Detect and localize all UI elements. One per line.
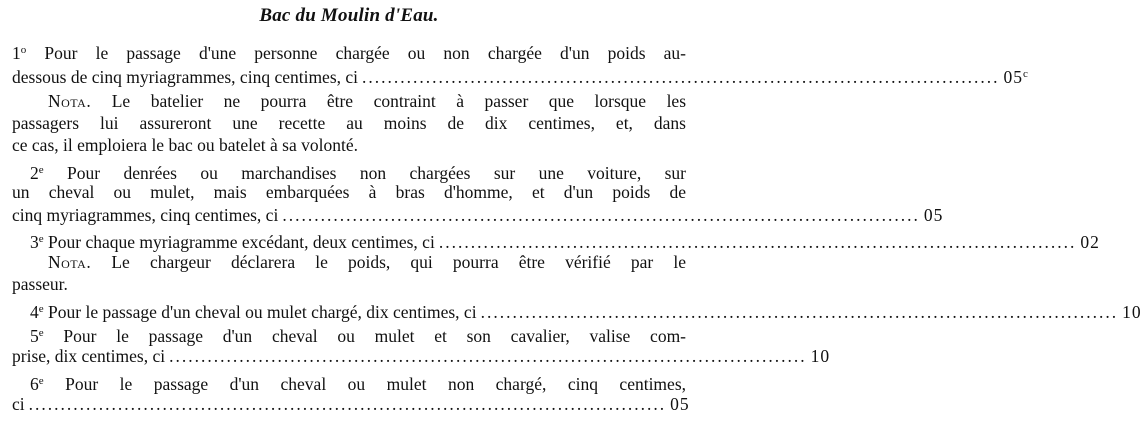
item-2-line-3 [12, 203, 944, 227]
leader-dots: .................................................................................................... [169, 346, 807, 366]
nota-1-label: Nota. [48, 91, 92, 111]
item-1-line-1 [12, 38, 686, 62]
item-1-text-cont: dessous de cinq myriagrammes, cinq centimes, ci [12, 67, 359, 87]
item-2-text-cont: cinq myriagrammes, cinq centimes, ci [12, 205, 279, 225]
item-6-line-1 [30, 369, 686, 393]
nota-2-text: Le chargeur déclarera le poids, qui pourra être vérifié par le [111, 252, 686, 272]
item-4-ordinal: 4e [30, 302, 44, 322]
item-1-ordinal: 1$^o$ [12, 43, 27, 63]
nota-1-line-2: passagers lui assureront une recette au moins de dix centimes, et, dans [12, 113, 686, 133]
item-2-ordinal: 2e [30, 163, 44, 183]
item-2-text: Pour denrées ou marchandises non chargées sur une voiture, sur [67, 163, 687, 183]
leader-dots: .................................................................................................... [362, 67, 1000, 87]
item-4-amount: 10 [1122, 302, 1142, 322]
leader-dots: .................................................................................................... [438, 232, 1077, 252]
item-6-ordinal: 6e [30, 374, 44, 394]
item-2-line-2: un cheval ou mulet, mais embarquées à bras d'homme, et d'un poids de [12, 182, 686, 202]
nota-1-text: Le batelier ne pourra être contraint à passer que lorsque les [111, 91, 687, 111]
item-3-amount: 02 [1080, 232, 1100, 252]
item-2-amount: 05 [923, 205, 944, 225]
item-5-line-1 [30, 321, 686, 345]
item-4-text: 4e Pour le passage d'un cheval ou mulet chargé, dix centimes, ci [30, 302, 477, 322]
leader-dots: .................................................................................................... [480, 302, 1119, 322]
item-4-line-1 [30, 297, 1142, 322]
item-5-line-2 [12, 344, 831, 368]
item-1-text: Pour le passage d'une personne chargée ou non chargée d'un poids au- [44, 43, 687, 63]
leader-dots: .................................................................................................... [28, 394, 667, 414]
nota-1-line-3: ce cas, il emploiera le bac ou batelet à sa volonté. [12, 135, 358, 155]
item-3-ordinal: 3e [30, 232, 44, 252]
item-6-text-cont: ci [12, 394, 25, 414]
item-1-amount: 05$^c$ [1003, 67, 1029, 87]
item-6-amount: 05 [670, 394, 690, 414]
page-title: Bac du Moulin d'Eau. [259, 5, 439, 26]
item-3-line-1 [30, 227, 1100, 252]
nota-2-line-1 [48, 250, 686, 274]
nota-2-label: Nota. [48, 252, 92, 272]
leader-dots: .................................................................................................... [282, 205, 920, 225]
item-1-line-2 [12, 62, 1029, 87]
item-3-text: 3e Pour chaque myriagramme excédant, deux centimes, ci [30, 232, 435, 252]
item-6-line-2 [12, 392, 690, 416]
nota-2-line-2: passeur. [12, 274, 68, 294]
item-2-line-1 [30, 158, 686, 182]
item-5-ordinal: 5e [30, 326, 44, 346]
item-5-text: Pour le passage d'un cheval ou mulet et son cavalier, valise com- [63, 326, 687, 346]
item-5-text-cont: prise, dix centimes, ci [12, 346, 166, 366]
nota-1-line-1 [48, 89, 686, 113]
item-6-text: Pour le passage d'un cheval ou mulet non chargé, cinq centimes, [65, 374, 687, 394]
item-5-amount: 10 [810, 346, 831, 366]
